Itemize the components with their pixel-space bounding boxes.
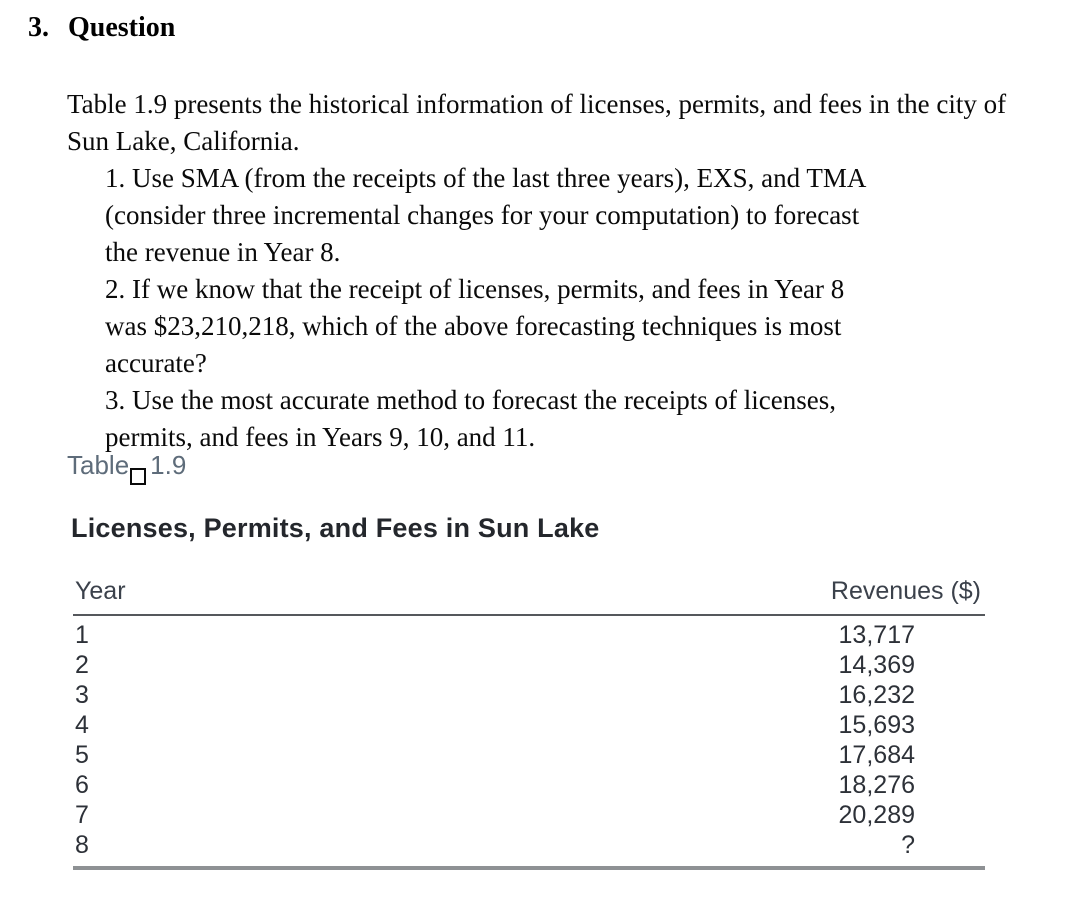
question-heading-title: Question [68, 12, 176, 43]
revenue-cell: 15,693 [838, 711, 915, 739]
question-heading-number: 3. [28, 12, 49, 43]
revenue-cell: 17,684 [838, 741, 915, 769]
revenue-cell: ? [901, 831, 915, 859]
question-item: 1. Use SMA (from the receipts of the last three years), EXS, and TMA (consider three incremental changes for your computation) to forecast the revenue in Year 8. [105, 163, 867, 267]
placeholder-square-icon [130, 468, 146, 485]
table-row [73, 615, 985, 650]
year-cell: 5 [75, 741, 89, 769]
year-cell: 1 [75, 621, 89, 649]
year-cell: 8 [75, 831, 89, 859]
year-cell: 2 [75, 651, 89, 679]
table-row [73, 650, 985, 680]
table-row [73, 680, 985, 710]
revenue-table-header [73, 577, 985, 615]
year-cell: 6 [75, 771, 89, 799]
year-cell: 3 [75, 681, 89, 709]
question-text [67, 86, 1062, 456]
table-row [73, 710, 985, 740]
table-row [73, 800, 985, 830]
table-row [73, 830, 985, 868]
table-row [73, 770, 985, 800]
question-heading [28, 12, 175, 44]
question-intro: Table 1.9 presents the historical information of licenses, permits, and fees in the city of Sun Lake, California. [67, 89, 1007, 156]
table-title: Licenses, Permits, and Fees in Sun Lake [71, 513, 600, 543]
question-item: 2. If we know that the receipt of licenses, permits, and fees in Year 8 was $23,210,218, which of the above forecasting techniques is most accurate? [105, 274, 845, 378]
revenue-cell: 14,369 [838, 651, 915, 679]
revenue-cell: 16,232 [838, 681, 915, 709]
table-label [67, 450, 186, 485]
revenues-column-header: Revenues ($) [305, 577, 985, 615]
revenue-table-body [73, 615, 985, 868]
question-item: 3. Use the most accurate method to forecast the receipts of licenses, permits, and fees in Years 9, 10, and 11. [105, 385, 836, 452]
year-column-header: Year [73, 577, 305, 615]
table-label-prefix: Table [67, 450, 130, 480]
table-label-suffix: 1.9 [150, 450, 187, 480]
revenue-cell: 18,276 [838, 771, 915, 799]
revenue-cell: 13,717 [838, 621, 915, 649]
year-cell: 4 [75, 711, 89, 739]
revenue-cell: 20,289 [838, 801, 915, 829]
year-cell: 7 [75, 801, 89, 829]
revenue-table [73, 577, 985, 870]
table-row [73, 740, 985, 770]
header-row [73, 577, 985, 615]
